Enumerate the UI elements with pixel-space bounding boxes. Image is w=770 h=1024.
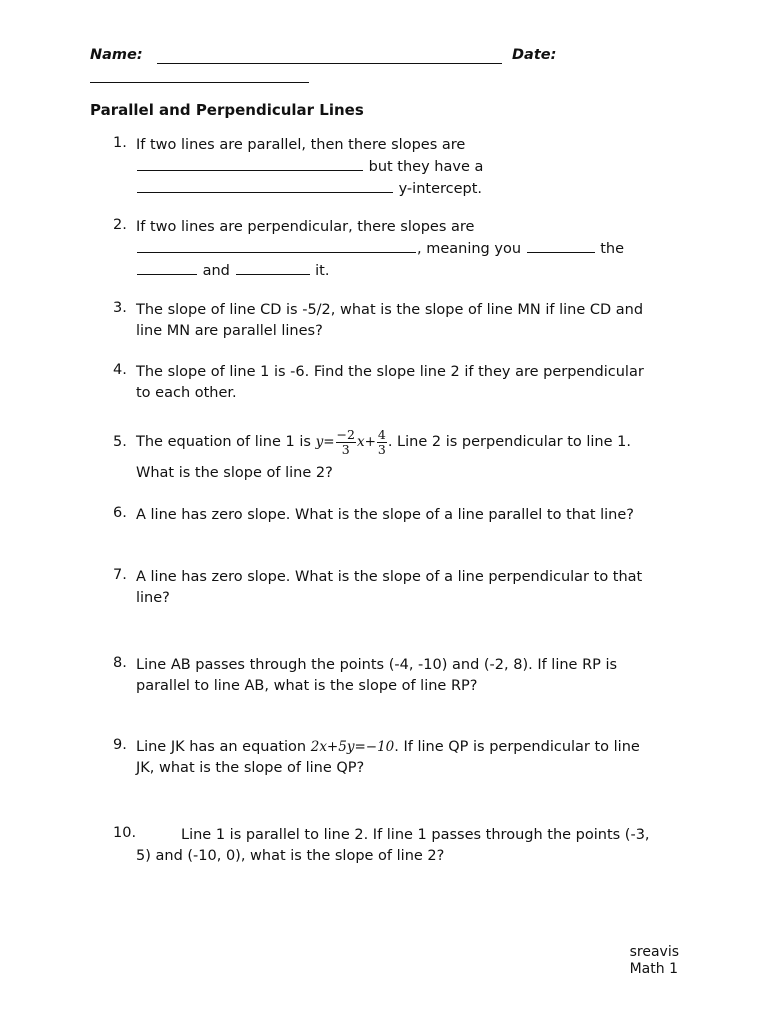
question-number: 9. [113,737,127,753]
question-5: The equation of line 1 is y= $\frac{-2}{3}$ x+ $\frac{4}{3}$ . Line 2 is perpendicular to line 1. [136,426,631,457]
question-5-line-2: What is the slope of line 2? [136,465,333,481]
question-number: 2. [113,217,127,233]
question-4: The slope of line 1 is -6. Find the slope line 2 if they are perpendicular to each other. [136,364,644,401]
question-number: 4. [113,362,127,378]
answer-blank[interactable] [236,260,310,275]
answer-blank[interactable] [137,178,393,193]
answer-blank[interactable] [137,156,363,171]
question-number: 10. [113,825,137,841]
question-7: A line has zero slope. What is the slope of a line perpendicular to that line? [136,569,643,606]
question-3: The slope of line CD is -5/2, what is the slope of line MN if line CD and line MN are parallel lines? [136,302,644,339]
author: sreavis [629,944,679,960]
date-label: Date: [512,47,557,63]
course: Math 1 [629,961,678,977]
question-number: 7. [113,567,127,583]
name-field[interactable] [157,63,502,64]
question-9: Line JK has an equation 2x+5y=−10. If line QP is perpendicular to line JK, what is the slope of line QP? [136,739,640,776]
equation: 2x+5y=−10 [310,739,395,755]
question-8: Line AB passes through the points (-4, -10) and (-2, 8). If line RP is parallel to line AB, what is the slope of line RP? [136,657,618,694]
equation: y= [315,434,335,450]
question-number: 8. [113,655,127,671]
name-label: Name: [90,47,143,63]
footer [630,944,679,978]
question-number: 5. [113,434,127,450]
question-number: 6. [113,505,127,521]
question-number: 1. [113,135,127,151]
page-title: Parallel and Perpendicular Lines [90,101,364,119]
question-6: A line has zero slope. What is the slope of a line parallel to that line? [136,507,634,523]
answer-blank[interactable] [137,238,416,253]
question-number: 3. [113,300,127,316]
fraction: $\frac{-2}{3}$ [336,426,355,457]
question-1: If two lines are parallel, then there slopes are but they have a y-intercept. [136,137,484,197]
question-10: Line 1 is parallel to line 2. If line 1 passes through the points (-3, 5) and (-10, 0), what is the slope of line 2? [136,827,650,864]
answer-blank[interactable] [137,260,197,275]
answer-blank[interactable] [527,238,595,253]
date-field[interactable] [90,82,309,83]
fraction: $\frac{4}{3}$ [377,426,386,457]
question-2: If two lines are perpendicular, there slopes are , meaning you the and it. [136,219,625,279]
